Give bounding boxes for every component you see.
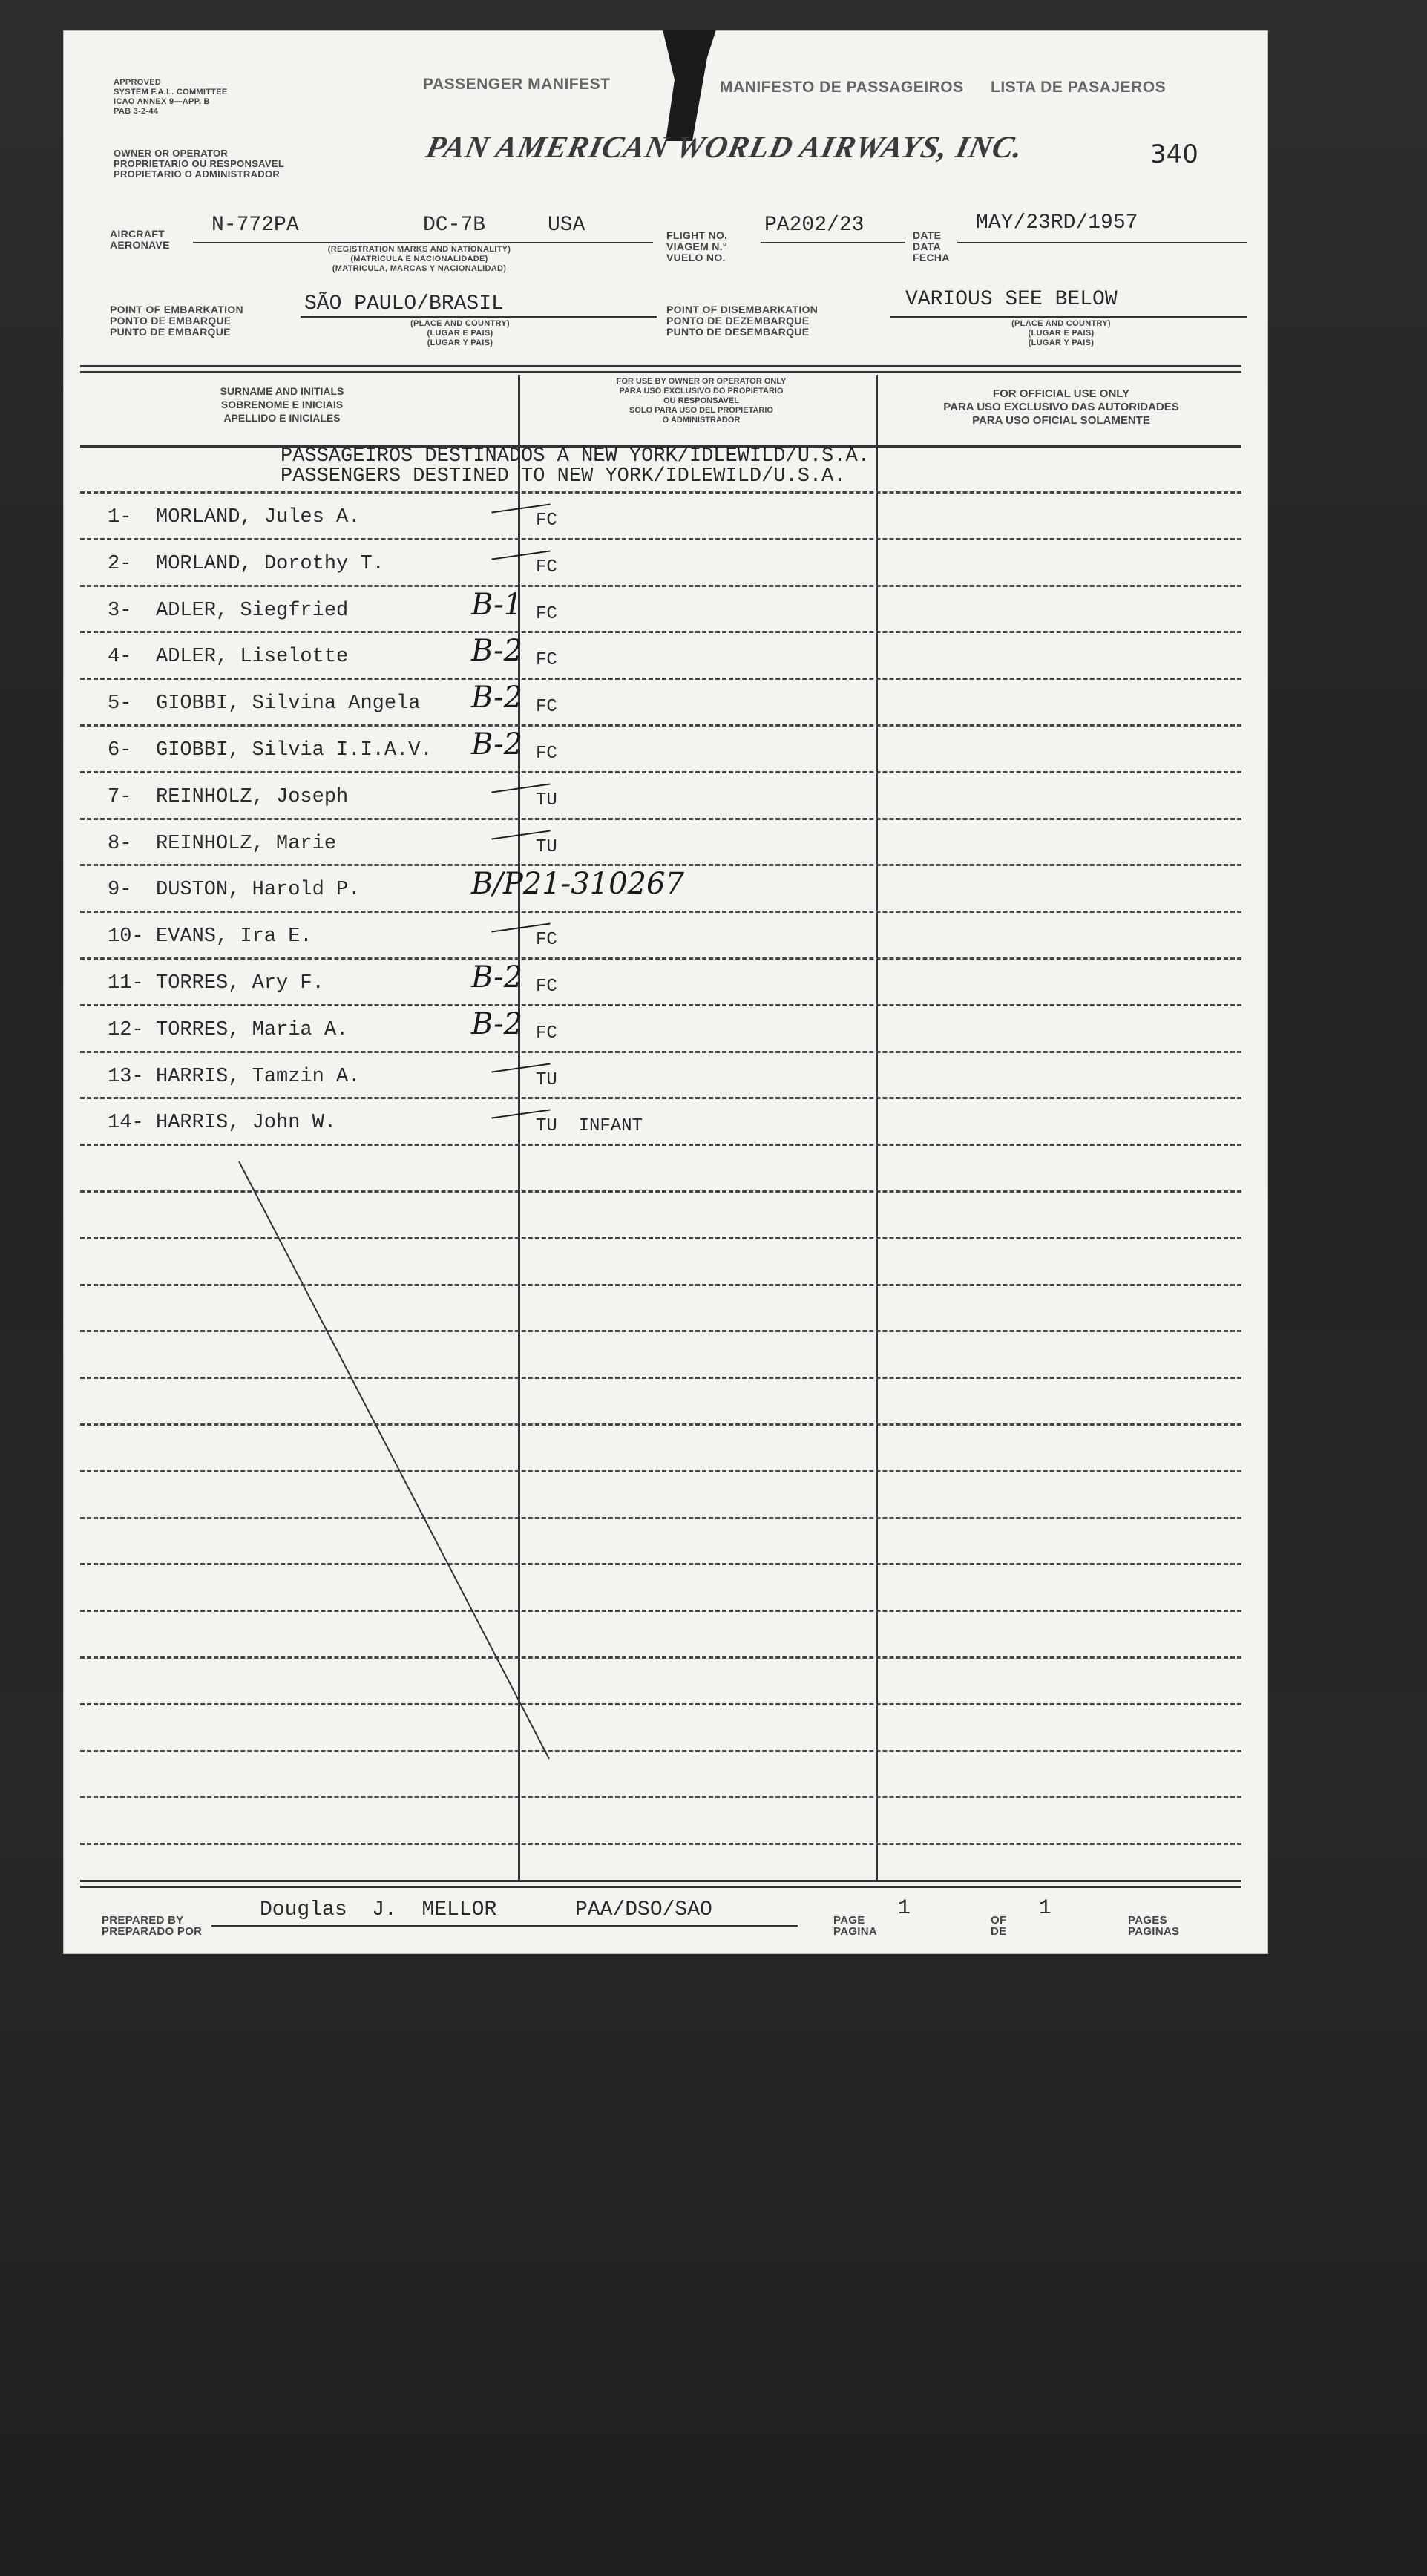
passenger-number: 13-	[108, 1066, 144, 1088]
passenger-name: GIOBBI, Silvia I.I.A.V.	[156, 739, 433, 761]
handwritten-mark: B-2	[471, 681, 523, 715]
passenger-code: FC	[536, 977, 557, 997]
passenger-code: FC	[536, 744, 557, 764]
airline-name: PAN AMERICAN WORLD AIRWAYS, INC.	[423, 131, 1026, 165]
footer-top-rule	[80, 1880, 1241, 1882]
aircraft-registration: N-772PA	[211, 214, 299, 237]
destination-line-pt: PASSAGEIROS DESTINADOS A NEW YORK/IDLEWILD/U.S.A.	[281, 445, 870, 468]
page-stamp-number: 340	[1150, 140, 1198, 169]
passenger-name: MORLAND, Dorothy T.	[156, 553, 384, 575]
registration-caption: (REGISTRATION MARKS AND NATIONALITY) (MATRICULA E NACIONALIDADE) (MATRICULA, MARCAS Y NACIONALIDAD)	[327, 245, 511, 273]
passenger-code: FC	[536, 697, 557, 717]
handwritten-mark: B-2	[471, 960, 523, 994]
passenger-name: HARRIS, Tamzin A.	[156, 1066, 361, 1088]
passenger-code: FC	[536, 650, 557, 670]
column-header-owner: FOR USE BY OWNER OR OPERATOR ONLY PARA USO EXCLUSIVO DO PROPIETARIO OU RESPONSAVEL SOLO PARA USO DEL PROPIETARIO O ADMINISTRADOR	[616, 377, 787, 425]
disembarkation-caption: (PLACE AND COUNTRY) (LUGAR E PAIS) (LUGAR Y PAIS)	[1011, 319, 1111, 347]
approval-block: APPROVED SYSTEM F.A.L. COMMITTEE ICAO ANNEX 9—APP. B PAB 3-2-44	[114, 78, 228, 116]
aircraft-nationality: USA	[548, 214, 585, 237]
passenger-name: ADLER, Liselotte	[156, 646, 349, 668]
passenger-name: REINHOLZ, Marie	[156, 833, 337, 855]
aircraft-type: DC-7B	[423, 214, 486, 237]
passenger-code: FC	[536, 511, 557, 531]
passenger-number: 2-	[108, 553, 132, 575]
pages-label: PAGES PAGINAS	[1128, 1914, 1180, 1938]
passenger-name: TORRES, Maria A.	[156, 1019, 349, 1041]
passenger-name: EVANS, Ira E.	[156, 925, 312, 948]
column-header-name: SURNAME AND INITIALS SOBRENOME E INICIAIS APELLIDO E INICIALES	[220, 385, 344, 424]
passenger-code: FC	[536, 930, 557, 950]
passenger-name: TORRES, Ary F.	[156, 972, 324, 994]
passenger-number: 12-	[108, 1019, 144, 1041]
passenger-code: TU	[536, 790, 557, 810]
passenger-number: 5-	[108, 692, 132, 715]
footer-top-rule-2	[80, 1886, 1241, 1888]
passenger-number: 7-	[108, 786, 132, 808]
flight-label: FLIGHT NO. VIAGEM N.° VUELO NO.	[666, 229, 728, 263]
prepared-by-name: Douglas J. MELLOR	[260, 1898, 497, 1921]
title-english: PASSENGER MANIFEST	[423, 76, 611, 93]
page-label: PAGE PAGINA	[833, 1914, 878, 1938]
passenger-code: FC	[536, 557, 557, 577]
prepared-by-underline	[211, 1925, 798, 1927]
handwritten-mark: B-2	[471, 1007, 523, 1041]
flight-number: PA202/23	[764, 214, 865, 237]
passenger-number: 8-	[108, 833, 132, 855]
passenger-number: 14-	[108, 1112, 144, 1134]
embarkation-label: POINT OF EMBARKATION PONTO DE EMBARQUE PUNTO DE EMBARQUE	[110, 304, 243, 338]
page-total: 1	[1039, 1897, 1052, 1920]
page-current: 1	[898, 1897, 911, 1920]
title-spanish: LISTA DE PASAJEROS	[991, 79, 1167, 96]
prepared-by-label: PREPARED BY PREPARADO POR	[102, 1914, 203, 1938]
disembarkation-point: VARIOUS SEE BELOW	[905, 288, 1118, 311]
passenger-name: HARRIS, John W.	[156, 1112, 337, 1134]
handwritten-mark: B-1	[471, 588, 523, 622]
handwritten-mark: B-2	[471, 634, 523, 668]
passenger-name: DUSTON, Harold P.	[156, 879, 361, 901]
passenger-code: TU	[536, 837, 557, 857]
title-portuguese: MANIFESTO DE PASSAGEIROS	[720, 79, 964, 96]
date-label: DATE DATA FECHA	[913, 229, 950, 263]
column-header-official: FOR OFFICIAL USE ONLY PARA USO EXCLUSIVO DAS AUTORIDADES PARA USO OFICIAL SOLAMENTE	[943, 387, 1179, 427]
embarkation-caption: (PLACE AND COUNTRY) (LUGAR E PAIS) (LUGAR Y PAIS)	[410, 319, 510, 347]
passenger-name: GIOBBI, Silvina Angela	[156, 692, 421, 715]
passenger-number: 11-	[108, 972, 144, 994]
passenger-code: TU INFANT	[536, 1116, 643, 1136]
prepared-by-office: PAA/DSO/SAO	[575, 1898, 712, 1921]
passenger-name: MORLAND, Jules A.	[156, 506, 361, 528]
passenger-number: 6-	[108, 739, 132, 761]
handwritten-mark: B/P21-310267	[471, 867, 684, 901]
disembarkation-label: POINT OF DISEMBARKATION PONTO DE DEZEMBARQUE PUNTO DE DESEMBARQUE	[666, 304, 819, 338]
passenger-code: TU	[536, 1070, 557, 1090]
destination-line-en: PASSENGERS DESTINED TO NEW YORK/IDLEWILD/U.S.A.	[281, 465, 846, 488]
passenger-number: 9-	[108, 879, 132, 901]
of-label: OF DE	[991, 1914, 1007, 1938]
passenger-number: 3-	[108, 600, 132, 622]
passenger-name: REINHOLZ, Joseph	[156, 786, 349, 808]
handwritten-mark: B-2	[471, 727, 523, 761]
aircraft-label: AIRCRAFT AERONAVE	[110, 228, 170, 251]
passenger-name: ADLER, Siegfried	[156, 600, 349, 622]
embarkation-point: SÃO PAULO/BRASIL	[304, 292, 504, 315]
owner-label: OWNER OR OPERATOR PROPRIETARIO OU RESPONSAVEL PROPIETARIO O ADMINISTRADOR	[114, 148, 285, 180]
passenger-number: 4-	[108, 646, 132, 668]
passenger-number: 1-	[108, 506, 132, 528]
passenger-number: 10-	[108, 925, 144, 948]
passenger-code: FC	[536, 1023, 557, 1043]
passenger-code: FC	[536, 604, 557, 624]
flight-date: MAY/23RD/1957	[976, 212, 1138, 235]
